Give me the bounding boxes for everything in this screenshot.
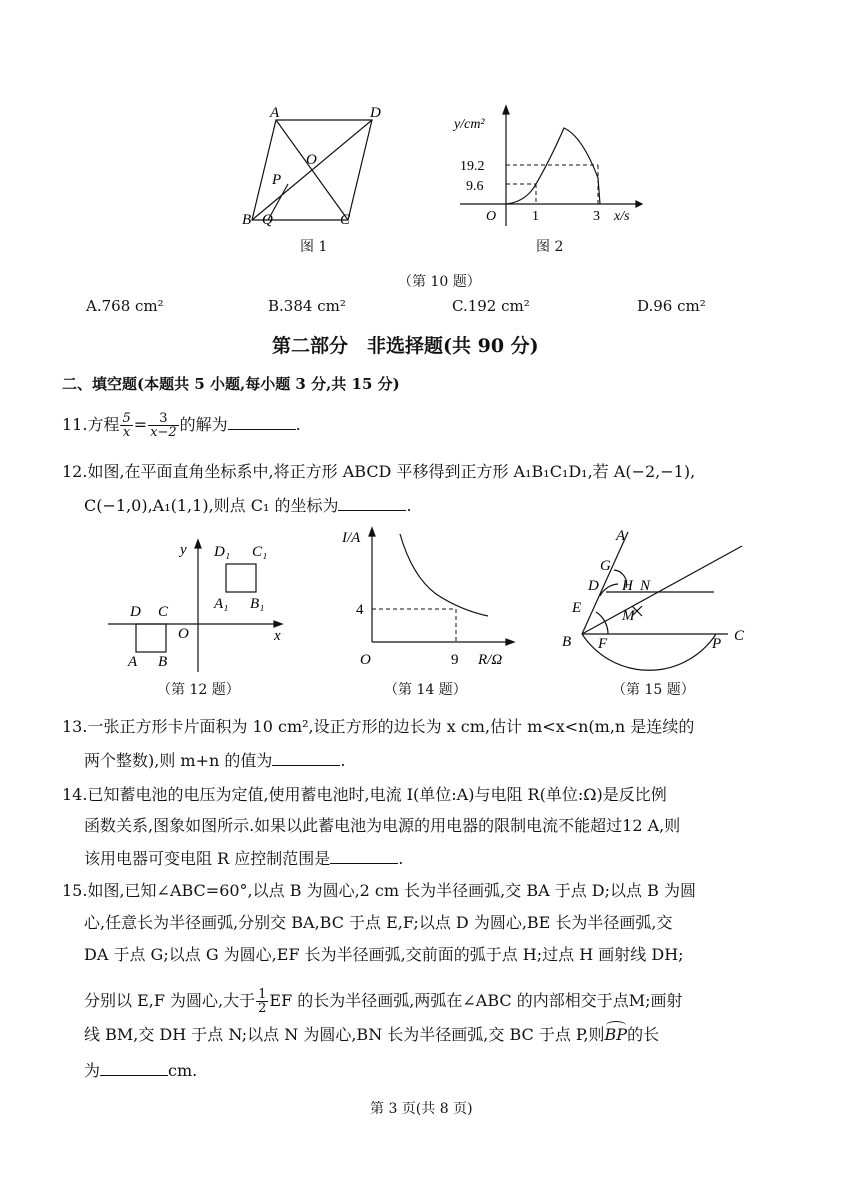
fig2-y-label: y/cm² <box>454 117 485 132</box>
question-11: 11.方程 $\frac{5}{x}$ = $\frac{3}{x-2}$ 的解为 . <box>62 411 301 440</box>
fig14-x-tick-9: 9 <box>451 652 459 668</box>
q15-line-5: 线 BM,交 DH 于点 N;以点 N 为圆心,BN 长为半径画弧,交 BC 于点 P,则BP的长 <box>84 1025 660 1044</box>
q13-line-2: 两个整数),则 m+n 的值为 . <box>84 751 346 770</box>
q10-caption: （第 10 题） <box>398 274 481 290</box>
fig2-origin: O <box>486 209 497 224</box>
fig15-label-c: C <box>734 628 745 644</box>
fig12-label-c: C <box>158 604 169 620</box>
q13-answer-blank[interactable] <box>272 751 340 766</box>
q11-eq: = <box>133 415 148 434</box>
fig12-label-o: O <box>178 626 189 642</box>
q15-line-6: 为 cm. <box>84 1061 198 1080</box>
fig1-label-o: O <box>306 152 317 168</box>
fig15-label-n: N <box>640 578 651 594</box>
q14-line-3: 该用电器可变电阻 R 应控制范围是 . <box>84 849 404 868</box>
figure-2-caption: 图 2 <box>536 239 564 255</box>
q15-fraction-half: $\frac{1}{2}$ <box>258 987 267 1016</box>
fig12-label-b: B <box>158 654 168 670</box>
fig15-label-p: P <box>712 636 722 652</box>
fig12-label-a1: A₁ <box>214 596 229 612</box>
fig2-x-tick-1: 1 <box>532 209 539 224</box>
q15-arc-bp: BP <box>604 1025 628 1044</box>
q10-option-a: A.768 cm² <box>86 297 164 315</box>
figure-15 <box>556 526 756 672</box>
q12-answer-blank[interactable] <box>338 496 406 511</box>
fig15-label-b: B <box>562 634 572 650</box>
figure-12-caption: （第 12 题） <box>157 682 240 698</box>
fig1-label-d: D <box>370 105 381 121</box>
section-2-heading: 二、填空题(本题共 5 小题,每小题 3 分,共 15 分) <box>62 375 400 393</box>
figure-15-caption: （第 15 题） <box>612 682 695 698</box>
fig15-label-a: A <box>616 528 626 544</box>
fig2-y-tick-9-6: 9.6 <box>466 179 484 194</box>
fig14-y-label: I/A <box>342 530 361 546</box>
q15-line-4: 分别以 E,F 为圆心,大于 $\frac{1}{2}$ EF 的长为半径画弧,两弧在∠ABC 的内部相交于点M;画射 <box>84 987 683 1016</box>
fig1-label-b: B <box>242 212 252 228</box>
fig1-label-p: P <box>272 172 282 188</box>
fig1-label-q: Q <box>262 212 273 228</box>
fig14-y-tick-4: 4 <box>356 602 364 618</box>
fig15-label-m: M <box>622 608 635 624</box>
fig15-label-g: G <box>600 558 611 574</box>
fig2-x-label: x/s <box>614 209 630 224</box>
fig14-x-label: R/Ω <box>478 652 503 668</box>
q11-fraction-2: $\frac{3}{x-2}$ <box>150 411 177 440</box>
fig1-label-a: A <box>270 105 280 121</box>
page-footer: 第 3 页(共 8 页) <box>370 1101 473 1117</box>
q10-option-d: D.96 cm² <box>637 297 706 315</box>
q15-line-3: DA 于点 G;以点 G 为圆心,EF 长为半径画弧,交前面的弧于点 H;过点 H 画射线 DH; <box>84 945 684 964</box>
fig12-label-y: y <box>180 542 187 558</box>
fig12-label-c1: C₁ <box>252 544 268 560</box>
q15-line-2: 心,任意长为半径画弧,分别交 BA,BC 于点 E,F;以点 D 为圆心,BE 长为半径画弧,交 <box>84 913 673 932</box>
fig14-origin: O <box>360 652 371 668</box>
fig15-label-e: E <box>572 600 582 616</box>
fig15-label-d: D <box>588 578 599 594</box>
q12-line-2: C(−1,0),A₁(1,1),则点 C₁ 的坐标为 . <box>84 496 412 515</box>
figure-12 <box>104 534 294 674</box>
q12-line-1: 12.如图,在平面直角坐标系中,将正方形 ABCD 平移得到正方形 A₁B₁C₁D₁,若 A(−2,−1), <box>62 462 696 481</box>
q14-answer-blank[interactable] <box>330 849 398 864</box>
q15-answer-blank[interactable] <box>100 1061 168 1076</box>
q11-pre: 11.方程 <box>62 415 120 434</box>
figure-14-caption: （第 14 题） <box>384 682 467 698</box>
fig12-label-a: A <box>128 654 138 670</box>
q14-line-1: 14.已知蓄电池的电压为定值,使用蓄电池时,电流 I(单位:A)与电阻 R(单位:Ω)是反比例 <box>62 785 667 804</box>
fig15-label-h: H <box>622 578 633 594</box>
part2-title: 第二部分 非选择题(共 90 分) <box>272 335 539 357</box>
figure-14 <box>334 522 524 672</box>
fig12-label-d1: D₁ <box>214 544 231 560</box>
fig12-label-x: x <box>274 628 281 644</box>
fig1-label-c: C <box>340 212 351 228</box>
fig2-x-tick-3: 3 <box>593 209 600 224</box>
q10-option-b: B.384 cm² <box>268 297 346 315</box>
q13-line-1: 13.一张正方形卡片面积为 10 cm²,设正方形的边长为 x cm,估计 m<x<n(m,n 是连续的 <box>62 717 695 736</box>
q15-line-1: 15.如图,已知∠ABC=60°,以点 B 为圆心,2 cm 长为半径画弧,交 BA 于点 D;以点 B 为圆 <box>62 881 696 900</box>
q14-line-2: 函数关系,图象如图所示.如果以此蓄电池为电源的用电器的限制电流不能超过12 A,则 <box>84 816 681 835</box>
q10-option-c: C.192 cm² <box>452 297 530 315</box>
fig12-label-b1: B₁ <box>250 596 265 612</box>
q11-answer-blank[interactable] <box>228 415 296 430</box>
fig15-label-f: F <box>598 636 608 652</box>
figure-1-caption: 图 1 <box>300 239 328 255</box>
q11-post: 的解为 <box>179 415 228 434</box>
q11-fraction-1: $\frac{5}{x}$ <box>122 411 131 440</box>
fig2-y-tick-19-2: 19.2 <box>460 159 485 174</box>
fig12-label-d: D <box>130 604 141 620</box>
figure-2 <box>450 104 650 234</box>
